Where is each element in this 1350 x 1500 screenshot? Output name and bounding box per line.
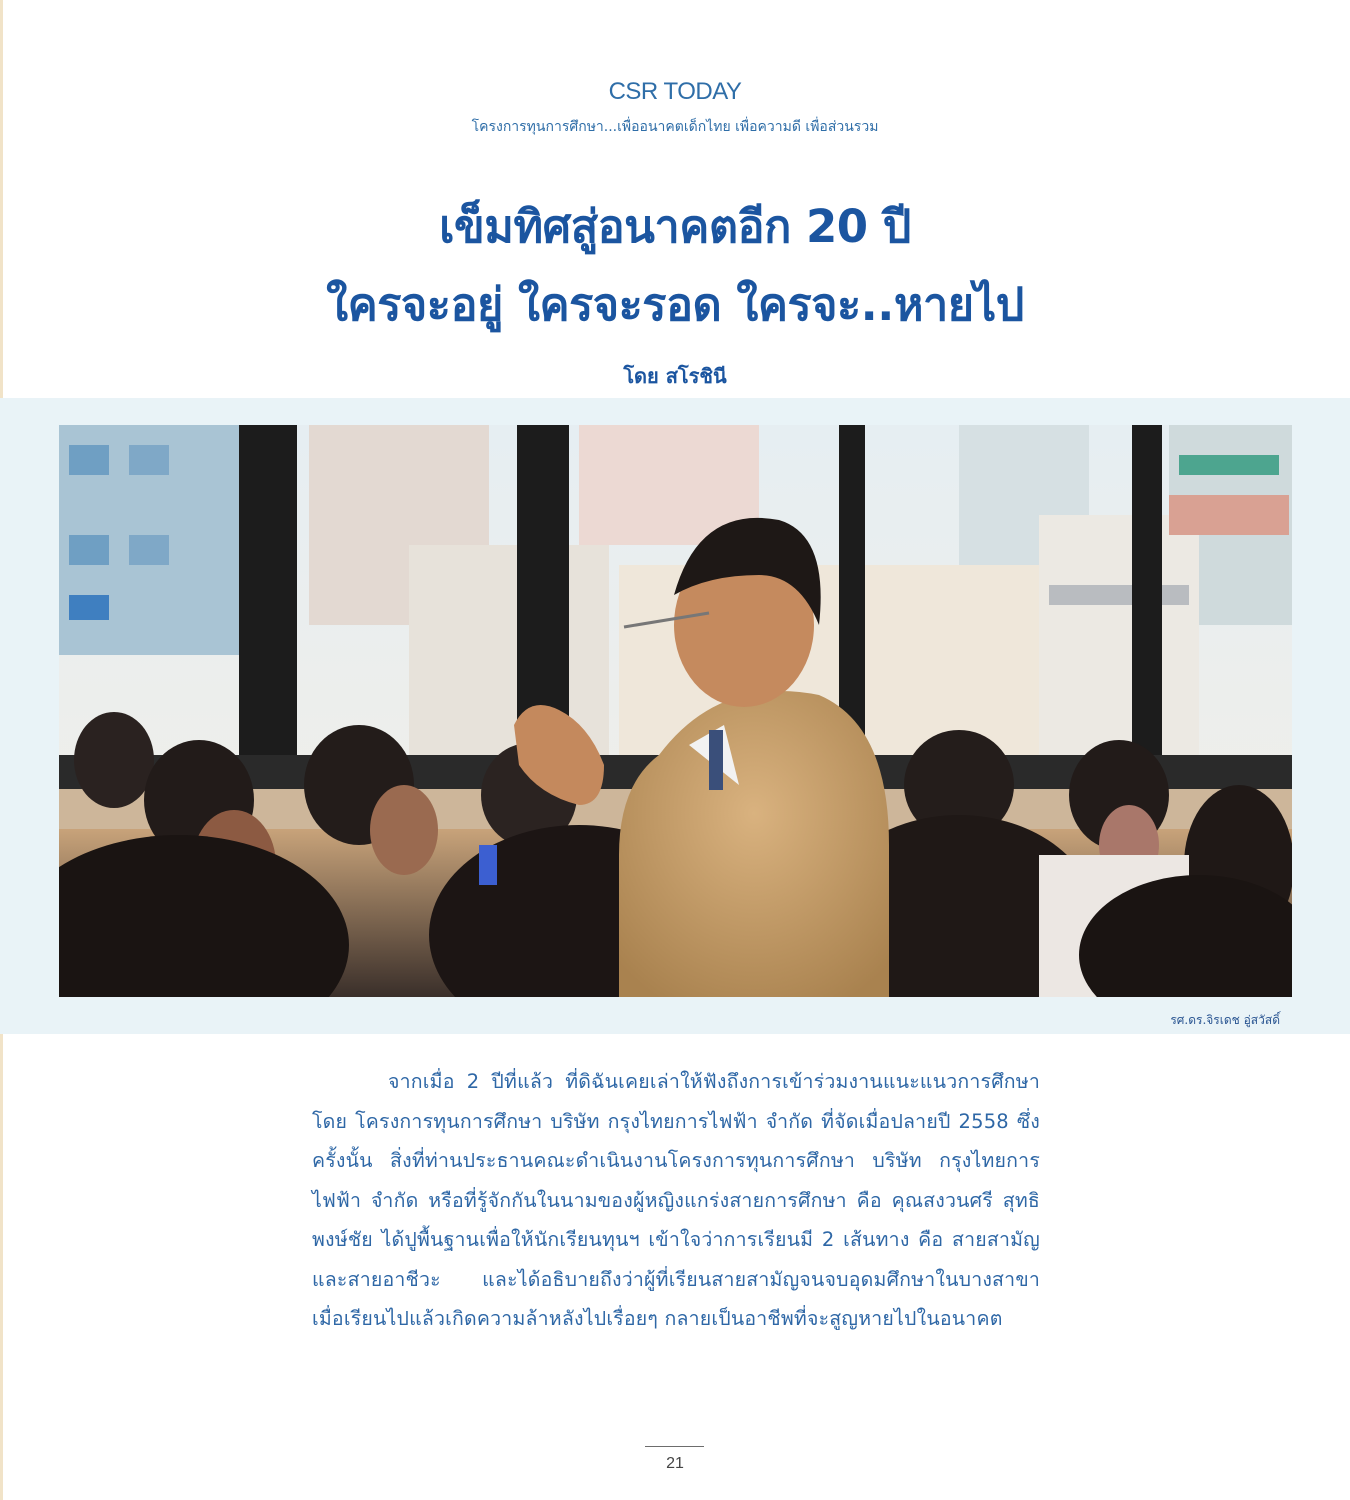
headline-line-2: ใครจะอยู่ ใครจะรอด ใครจะ..หายไป xyxy=(326,278,1024,331)
section-label: CSR TODAY xyxy=(608,78,742,105)
footer-rule xyxy=(645,1446,704,1447)
section-subtitle: โครงการทุนการศึกษา...เพื่ออนาคตเด็กไทย เพื่อความดี เพื่อส่วนรวม xyxy=(471,119,879,135)
article-photo xyxy=(59,425,1292,997)
headline-line-1: เข็มทิศสู่อนาคตอีก 20 ปี xyxy=(439,200,911,253)
byline: โดย สโรชินี xyxy=(623,364,727,388)
photo-caption: รศ.ดร.จิรเดช อู่สวัสดิ์ xyxy=(1170,1013,1280,1027)
page-number: 21 xyxy=(666,1455,684,1472)
article-body: จากเมื่อ 2 ปีที่แล้ว ที่ดิฉันเคยเล่าให้ฟังถึงการเข้าร่วมงานแนะแนวการศึกษาโดย โครงการทุนการศึกษา บริษัท กรุงไทยการไฟฟ้า จำกัด ที่จัดเมื่อปลายปี 2558 ซึ่งครั้งนั้น สิ่งที่ท่านประธานคณะดำเนินงานโครงการทุนการศึกษา บริษัท กรุงไทยการไฟฟ้า จำกัด หรือที่รู้จักกันในนามของผู้หญิงแกร่งสายการศึกษา คือ คุณสงวนศรี สุทธิพงษ์ชัย ได้ปูพื้นฐานเพื่อให้นักเรียนทุนฯ เข้าใจว่าการเรียนมี 2 เส้นทาง คือ สายสามัญและสายอาชีวะ และได้อธิบายถึงว่าผู้ที่เรียนสายสามัญจนจบอุดมศึกษาในบางสาขา เมื่อเรียนไปแล้วเกิดความล้าหลังไปเรื่อยๆ กลายเป็นอาชีพที่จะสูญหายไปในอนาคต xyxy=(312,1070,1040,1330)
